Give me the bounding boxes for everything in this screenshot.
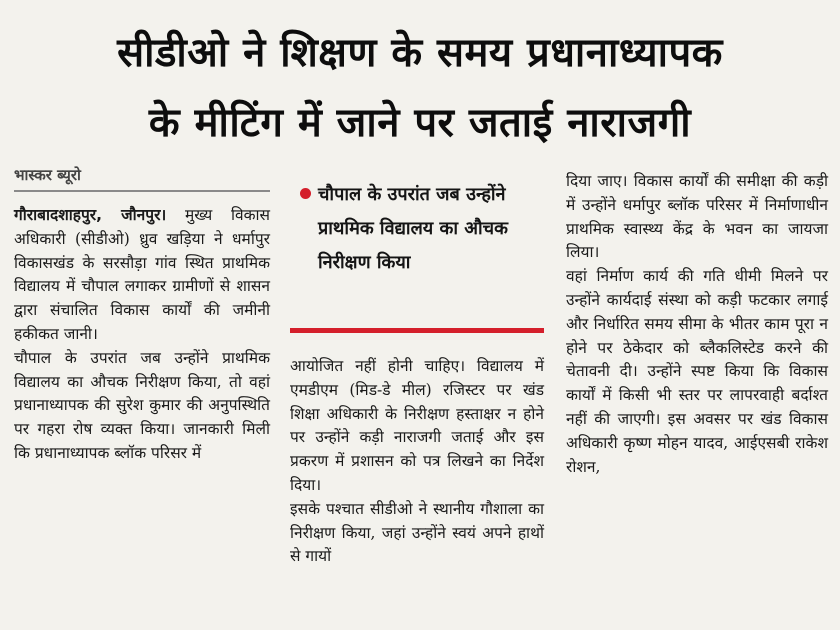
- pull-quote-text: चौपाल के उपरांत जब उन्होंने प्राथमिक विद्यालय का औचक निरीक्षण किया: [318, 184, 508, 273]
- bullet-icon: [300, 188, 311, 199]
- byline: भास्कर ब्यूरो: [14, 160, 270, 192]
- article-paragraph: [14, 204, 270, 347]
- article-column-3: [566, 170, 828, 479]
- dateline: गौराबादशाहपुर, जौनपुर।: [14, 206, 167, 224]
- paragraph-text: मुख्य विकास अधिकारी (सीडीओ) ध्रुव खड़िया ने धर्मापुर विकासखंड के सरसौड़ा गांव स्थित प्राथमिक विद्यालय में चौपाल लगाकर ग्रामीणों से शासन द्वारा संचालित विकास कार्यों की जमीनी हकीकत जानी।: [14, 206, 270, 343]
- article-paragraph: दिया जाए। विकास कार्यों की समीक्षा की कड़ी में उन्होंने धर्मापुर ब्लॉक परिसर में निर्माणाधीन प्राथमिक स्वास्थ्य केंद्र के भवन का जायजा लिया।: [566, 172, 828, 262]
- article-paragraph: आयोजित नहीं होनी चाहिए। विद्यालय में एमडीएम (मिड-डे मील) रजिस्टर पर खंड शिक्षा अधिकारी के निरीक्षण हस्ताक्षर न होने पर उन्होंने कड़ी नाराजगी जताई और इस प्रकरण में प्रशासन को पत्र लिखने का निर्देश दिया।: [290, 357, 544, 494]
- headline-line-1: सीडीओ ने शिक्षण के समय प्रधानाध्यापक: [117, 30, 723, 76]
- pull-quote: [290, 160, 544, 333]
- article-column-1: [14, 160, 270, 466]
- article-paragraph: इसके पश्चात सीडीओ ने स्थानीय गौशाला का निरीक्षण किया, जहां उन्होंने स्वयं अपने हाथों से गायों: [290, 499, 544, 566]
- article-paragraph: वहां निर्माण कार्य की गति धीमी मिलने पर उन्होंने कार्यदाई संस्था को कड़ी फटकार लगाई और निर्धारित समय सीमा के भीतर काम पूरा न होने पर ठेकेदार को ब्लैकलिस्टेड करने की चेतावनी दी। उन्होंने स्पष्ट किया कि विकास कार्यों में किसी भी स्तर पर लापरवाही बर्दाश्त नहीं की जाएगी। इस अवसर पर खंड विकास अधिकारी कृष्ण मोहन यादव, आईएसबी राकेश रोशन,: [566, 267, 828, 476]
- article-column-2: [290, 160, 544, 569]
- headline-line-2: के मीटिंग में जाने पर जताई नाराजगी: [148, 100, 692, 146]
- headline: [0, 18, 840, 158]
- article-paragraph: चौपाल के उपरांत जब उन्होंने प्राथमिक विद्यालय का औचक निरीक्षण किया, तो वहां प्रधानाध्यापक की सुरेश कुमार की अनुपस्थिति पर गहरा रोष व्यक्त किया। जानकारी मिली कि प्रधानाध्यापक ब्लॉक परिसर में: [14, 348, 270, 462]
